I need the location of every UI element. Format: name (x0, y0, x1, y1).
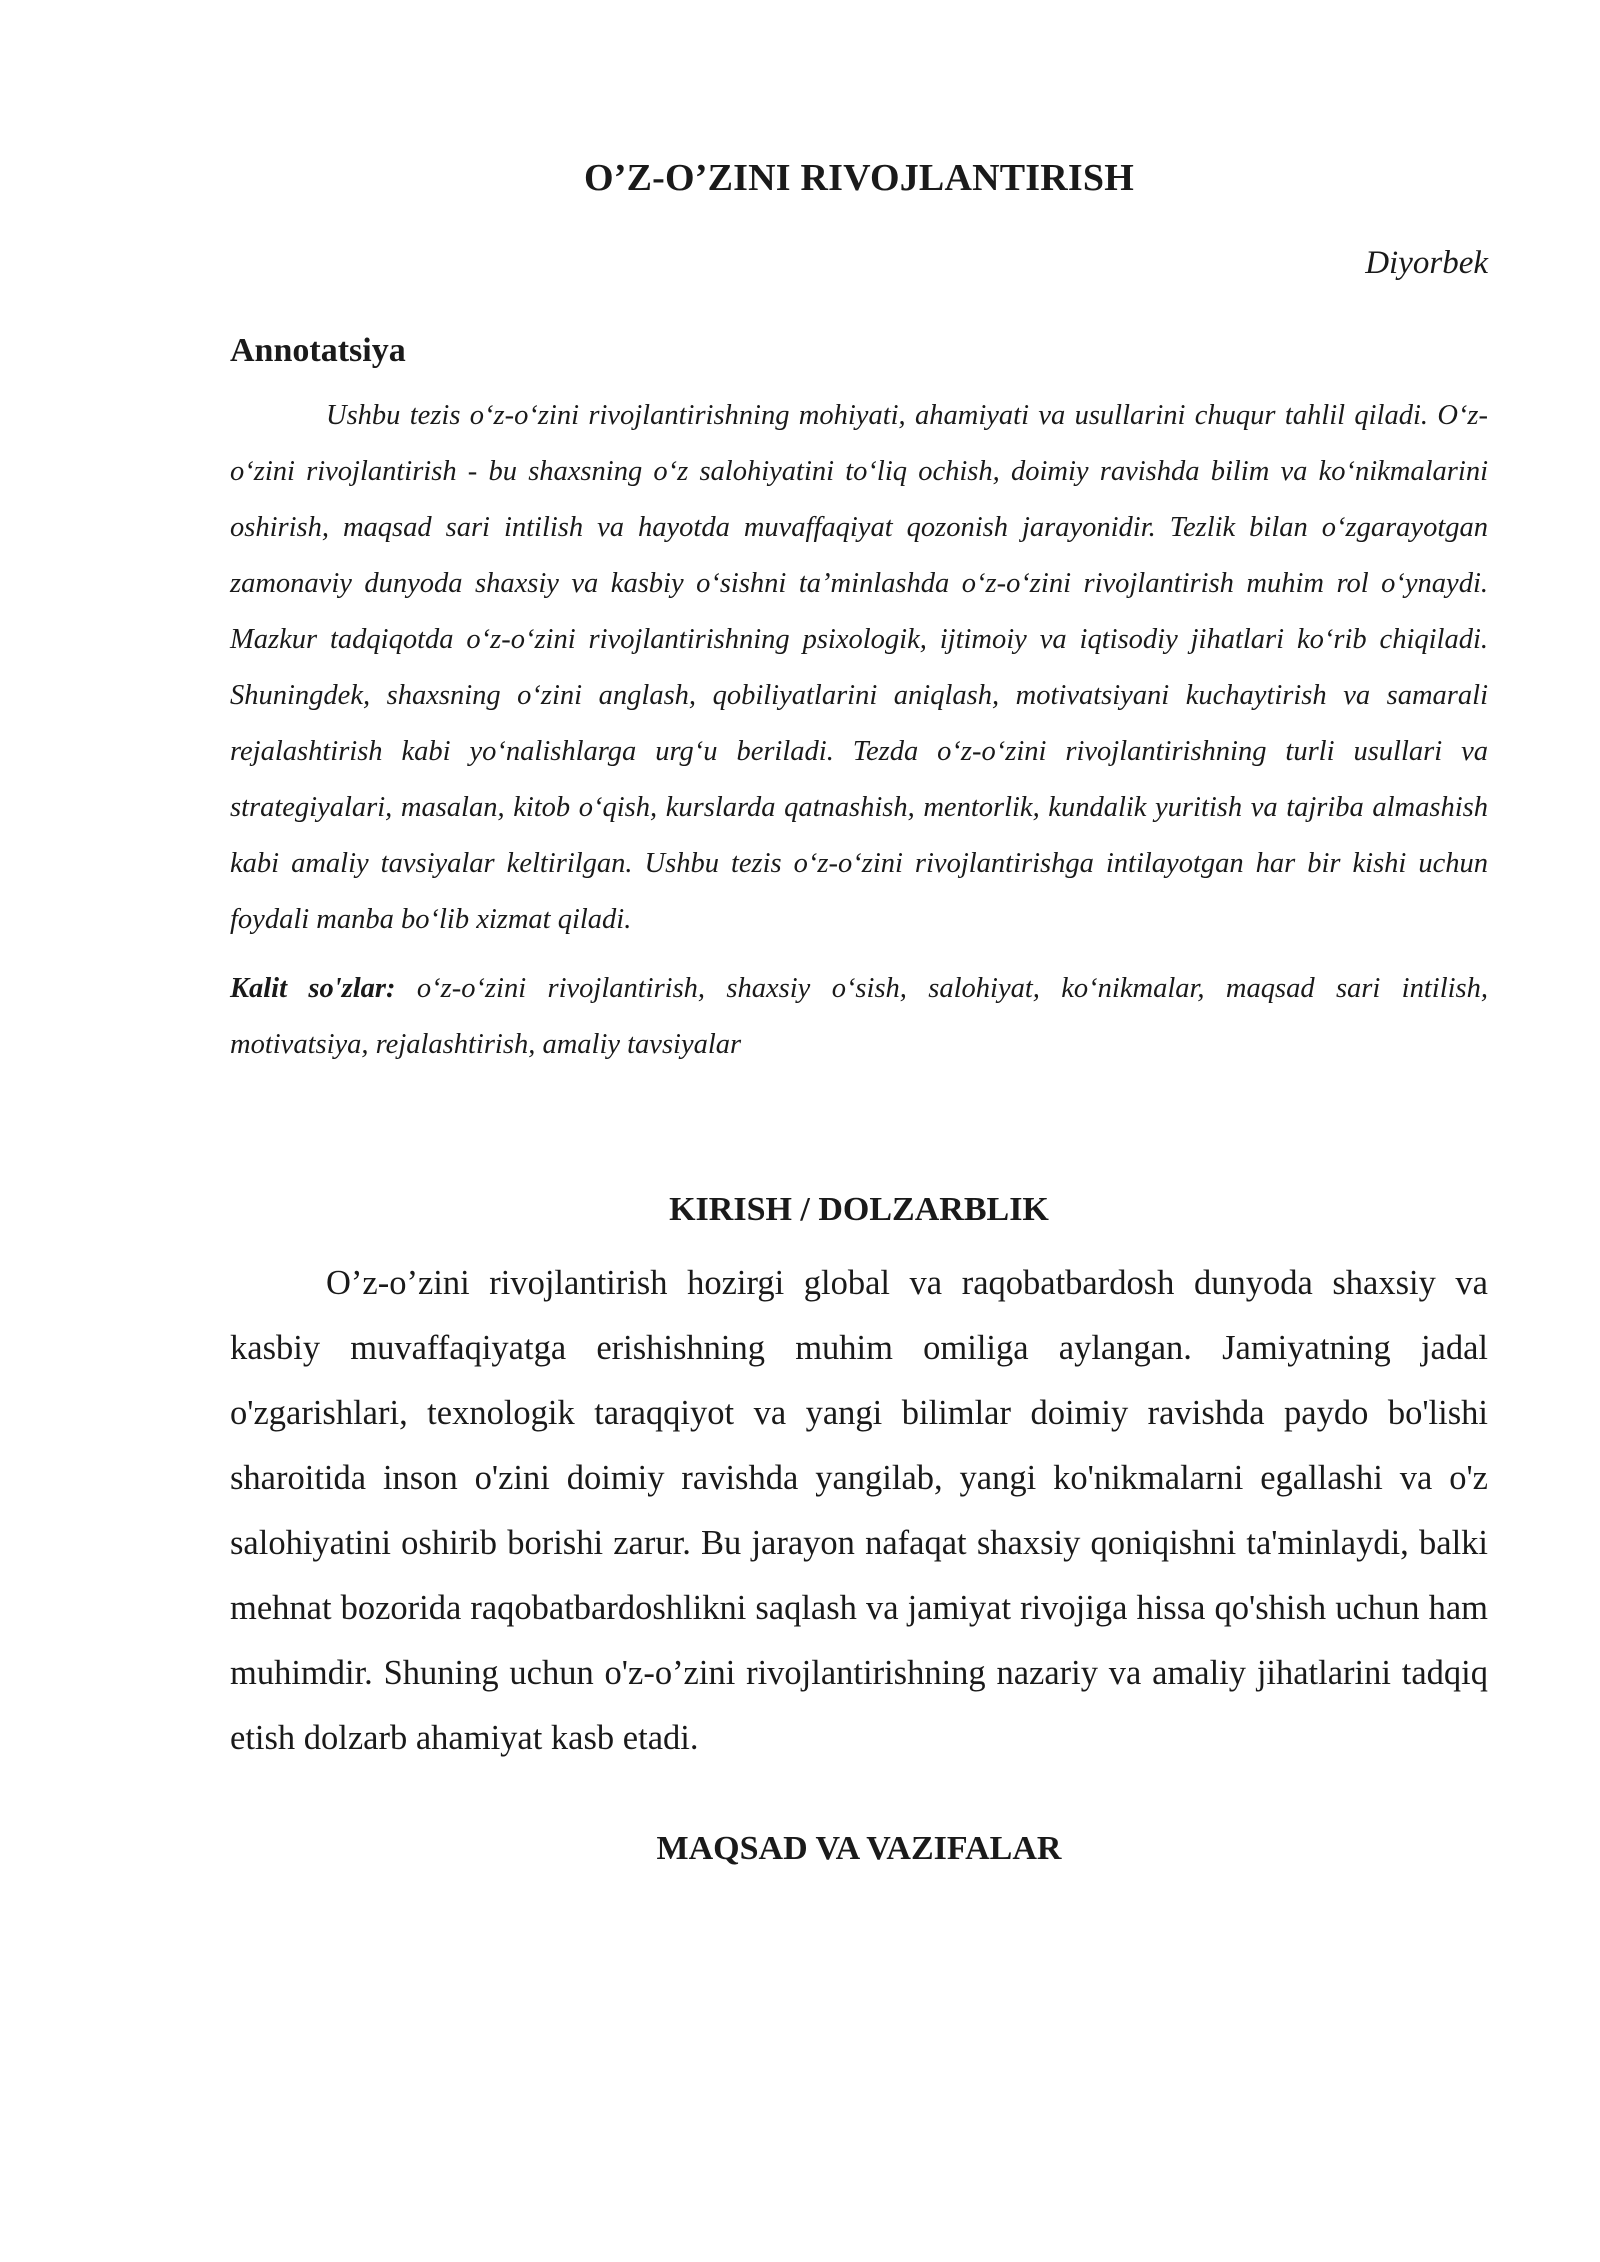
intro-paragraph: O’z-o’zini rivojlantirish hozirgi global va raqobatbardosh dunyoda shaxsiy va kasbiy muvaffaqiyatga erishishning muhim omiliga aylangan. Jamiyatning jadal o'zgarishlari, texnologik taraqqiyot va yangi bilimlar doimiy ravishda paydo bo'lishi sharoitida inson o'zini doimiy ravishda yangilab, yangi ko'nikmalarni egallashi va o'z salohiyatini oshirib borishi zarur. Bu jarayon nafaqat shaxsiy qoniqishni ta'minlaydi, balki mehnat bozorida raqobatbardoshlikni saqlash va jamiyat rivojiga hissa qo'shish uchun ham muhimdir. Shuning uchun o'z-o’zini rivojlantirishning nazariy va amaliy jihatlarini tadqiq etish dolzarb ahamiyat kasb etadi. (230, 1264, 1488, 1757)
annotation-heading: Annotatsiya (230, 332, 406, 369)
intro-heading: KIRISH / DOLZARBLIK (669, 1191, 1049, 1228)
document-title: O’Z-O’ZINI RIVOJLANTIRISH (583, 157, 1135, 199)
keywords-label: Kalit so'zlar: (230, 973, 396, 1004)
abstract-paragraph: Ushbu tezis o‘z-o‘zini rivojlantirishning mohiyati, ahamiyati va usullarini chuqur tahlil qiladi. O‘z-o‘zini rivojlantirish - bu shaxsning o‘z salohiyatini to‘liq ochish, doimiy ravishda bilim va ko‘nikmalarini oshirish, maqsad sari intilish va hayotda muvaffaqiyat qozonish jarayonidir. Tezlik bilan o‘zgarayotgan zamonaviy dunyoda shaxsiy va kasbiy o‘sishni ta’minlashda o‘z-o‘zini rivojlantirish muhim rol o‘ynaydi. Mazkur tadqiqotda o‘z-o‘zini rivojlantirishning psixologik, ijtimoiy va iqtisodiy jihatlari ko‘rib chiqiladi. Shuningdek, shaxsning o‘zini anglash, qobiliyatlarini aniqlash, motivatsiyani kuchaytirish va samarali rejalashtirish kabi yo‘nalishlarga urg‘u beriladi. Tezda o‘z-o‘zini rivojlantirishning turli usullari va strategiyalari, masalan, kitob o‘qish, kurslarda qatnashish, mentorlik, kundalik yuritish va tajriba almashish kabi amaliy tavsiyalar keltirilgan. Ushbu tezis o‘z-o‘zini rivojlantirishga intilayotgan har bir kishi uchun foydali manba bo‘lib xizmat qiladi. (230, 400, 1488, 935)
goals-heading: MAQSAD VA VAZIFALAR (656, 1830, 1062, 1867)
page-content (230, 152, 1488, 1873)
keywords-paragraph (230, 961, 1488, 1073)
keywords-list: o‘z-o‘zini rivojlantirish, shaxsiy o‘sish, salohiyat, ko‘nikmalar, maqsad sari intilish, motivatsiya, rejalashtirish, amaliy tavsiyalar (230, 973, 1488, 1060)
author-name: Diyorbek (1365, 245, 1488, 281)
